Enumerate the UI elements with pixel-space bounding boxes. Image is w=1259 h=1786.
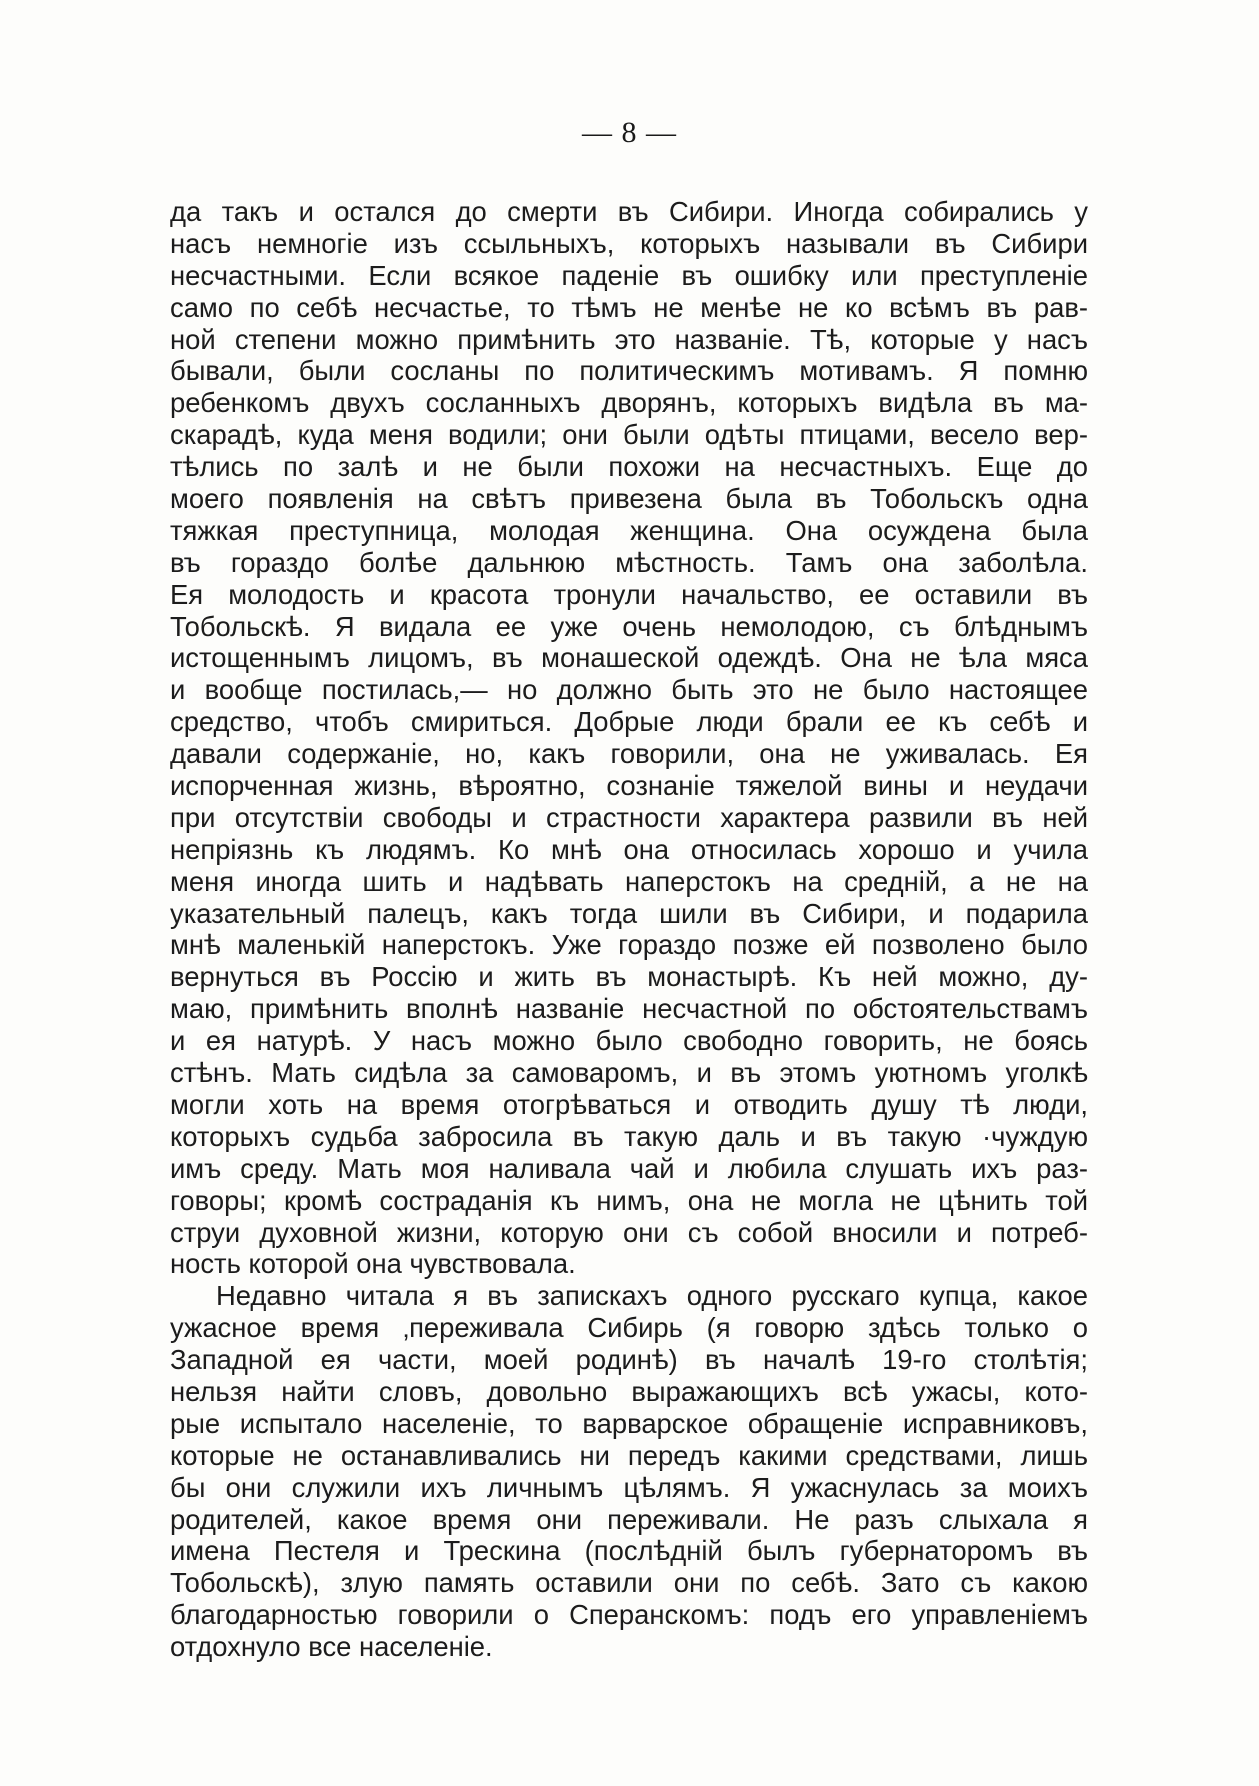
text-line: давали содержаніе, но, какъ говорили, она не уживалась. Ея <box>170 738 1088 770</box>
page-number: — 8 — <box>582 116 677 149</box>
text-line: бывали, были сосланы по политическимъ мотивамъ. Я помню <box>170 355 1088 387</box>
text-line: Недавно читала я въ запискахъ одного русскаго купца, какое <box>216 1280 1088 1312</box>
text-line: благодарностью говорили о Сперанскомъ: подъ его управленіемъ <box>170 1599 1088 1631</box>
text-line: ной степени можно примѣнить это названіе. Тѣ, которые у насъ <box>170 323 1088 355</box>
text-line: Ея молодость и красота тронули начальство, ее оставили въ <box>170 578 1088 610</box>
text-line: ность которой она чувствовала. <box>170 1248 576 1280</box>
text-line: скарадѣ, куда меня водили; они были одѣты птицами, весело вер- <box>170 419 1088 451</box>
text-line: имъ среду. Мать моя наливала чай и любила слушать ихъ раз- <box>170 1152 1088 1184</box>
text-line: ребенкомъ двухъ сосланныхъ дворянъ, которыхъ видѣла въ ма- <box>170 387 1088 419</box>
text-line: и вообще постилась,— но должно быть это не было настоящее <box>170 674 1088 706</box>
text-line: рые испытало населеніе, то варварское обращеніе исправниковъ, <box>170 1407 1088 1439</box>
text-line: непріязнь къ людямъ. Ко мнѣ она относилась хорошо и учила <box>170 833 1088 865</box>
text-line: и ея натурѣ. У насъ можно было свободно говорить, не боясь <box>170 1025 1088 1057</box>
text-line: ужасное время ‚переживала Сибирь (я говорю здѣсь только о <box>170 1312 1088 1344</box>
text-line: родителей, какое время они переживали. Не разъ слыхала я <box>170 1503 1088 1535</box>
text-line: средство, чтобъ смириться. Добрые люди брали ее къ себѣ и <box>170 706 1088 738</box>
text-line: могли хоть на время отогрѣваться и отводить душу тѣ люди, <box>170 1088 1088 1120</box>
text-line: отдохнуло все населеніе. <box>170 1631 493 1663</box>
text-line: тѣлись по залѣ и не были похожи на несчастныхъ. Еще до <box>170 451 1088 483</box>
text-line: истощеннымъ лицомъ, въ монашеской одеждѣ. Она не ѣла мяса <box>170 642 1088 674</box>
text-line: которые не останавливались ни передъ какими средствами, лишь <box>170 1439 1088 1471</box>
text-line: вернуться въ Россію и жить въ монастырѣ. Къ ней можно, ду- <box>170 961 1088 993</box>
text-line: которыхъ судьба забросила въ такую даль и въ такую ·чуждую <box>170 1120 1088 1152</box>
text-line: мнѣ маленькій наперстокъ. Уже гораздо позже ей позволено было <box>170 929 1088 961</box>
text-line: насъ немногіе изъ ссыльныхъ, которыхъ называли въ Сибири <box>170 227 1088 259</box>
text-line: Тобольскѣ. Я видала ее уже очень немолодою, съ блѣднымъ <box>170 610 1088 642</box>
text-line: моего появленія на свѣтъ привезена была въ Тобольскъ одна <box>170 483 1088 515</box>
text-line: въ гораздо болѣе дальнюю мѣстность. Тамъ она заболѣла. <box>170 546 1088 578</box>
text-line: при отсутствіи свободы и страстности характера развили въ ней <box>170 801 1088 833</box>
text-line: бы они служили ихъ личнымъ цѣлямъ. Я ужаснулась за моихъ <box>170 1471 1088 1503</box>
text-line: струи духовной жизни, которую они съ собой вносили и потреб- <box>170 1216 1088 1248</box>
text-line: говоры; кромѣ состраданія къ нимъ, она не могла не цѣнить той <box>170 1184 1088 1216</box>
body-text <box>170 196 1088 1663</box>
text-line: Западной ея части, моей родинѣ) въ началѣ 19-го столѣтія; <box>170 1344 1088 1376</box>
text-line: указательный палецъ, какъ тогда шили въ Сибири, и подарила <box>170 897 1088 929</box>
text-line: Тобольскѣ), злую память оставили они по себѣ. Зато съ какою <box>170 1567 1088 1599</box>
text-line: маю, примѣнить вполнѣ названіе несчастной по обстоятельствамъ <box>170 993 1088 1025</box>
text-line: несчастными. Если всякое паденіе въ ошибку или преступленіе <box>170 259 1088 291</box>
text-line: тяжкая преступница, молодая женщина. Она осуждена была <box>170 514 1088 546</box>
text-line: стѣнъ. Мать сидѣла за самоваромъ, и въ этомъ уютномъ уголкѣ <box>170 1057 1088 1089</box>
text-line: нельзя найти словъ, довольно выражающихъ всѣ ужасы, кото- <box>170 1375 1088 1407</box>
text-line: меня иногда шить и надѣвать наперстокъ на средній, а не на <box>170 865 1088 897</box>
text-line: имена Пестеля и Трескина (послѣдній былъ губернаторомъ въ <box>170 1535 1088 1567</box>
text-line: само по себѣ несчастье, то тѣмъ не менѣе не ко всѣмъ въ рав- <box>170 291 1088 323</box>
text-line: испорченная жизнь, вѣроятно, сознаніе тяжелой вины и неудачи <box>170 770 1088 802</box>
text-line: да такъ и остался до смерти въ Сибири. Иногда собирались у <box>170 196 1088 227</box>
